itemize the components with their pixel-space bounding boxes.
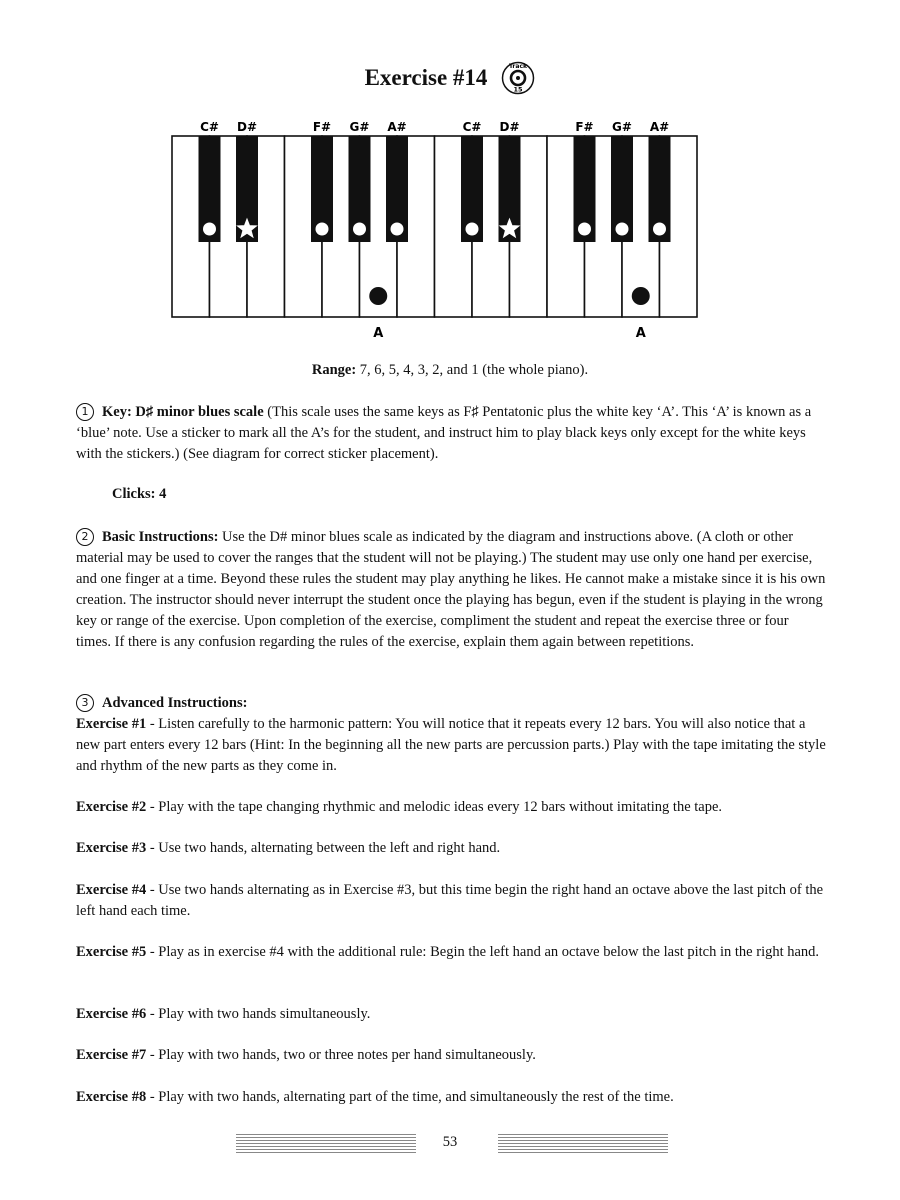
white-key-label: A: [635, 326, 646, 341]
exercise-label: Exercise #7: [76, 1047, 147, 1063]
page-title: Exercise #14: [364, 65, 488, 90]
footer-rule-left: [236, 1134, 416, 1154]
scale-dot-marker: [203, 223, 216, 236]
sharp-key-label: C#: [200, 120, 219, 134]
sharp-key-label: D#: [236, 120, 258, 134]
exercise-label: Exercise #1: [76, 716, 147, 732]
exercise-text: - Use two hands, alternating between the left and right hand.: [146, 840, 501, 856]
exercise-text: - Listen carefully to the harmonic pattern: You will notice that it repeats every 12 bars. You will also notice that a new part enters every 12 bars (Hint: In the beginning all the new parts are percussion parts.) Play with the tape imitating the style and rhythm of the new parts as they come in.: [76, 716, 826, 774]
page-footer: [0, 1130, 900, 1160]
exercise-text: - Play with two hands, two or three notes per hand simultaneously.: [146, 1047, 536, 1063]
exercise-text: - Play with two hands simultaneously.: [146, 1006, 371, 1022]
sharp-key-label: C#: [462, 120, 482, 134]
exercise-label: Exercise #8: [76, 1089, 147, 1105]
exercise-label: Exercise #4: [76, 882, 147, 898]
exercise-text: - Play with two hands, alternating part of the time, and simultaneously the rest of the time.: [146, 1089, 674, 1105]
scale-dot-marker: [653, 223, 666, 236]
advanced-heading: [76, 693, 826, 714]
key-text: (This scale uses the same keys as F♯ Pentatonic plus the white key ‘A’. This ‘A’ is known as a ‘blue’ note. Use a sticker to mark all the A’s for the student, and instruct him to play black keys only except for the white keys with the stickers.) (See diagram for correct sticker placement).: [76, 404, 812, 462]
basic-label: Basic Instructions:: [102, 529, 219, 545]
track-cd-icon: [501, 56, 535, 100]
key-paragraph: [76, 402, 826, 465]
exercise-item: [76, 838, 826, 859]
sharp-key-label: D#: [499, 120, 520, 134]
scale-dot-marker: [578, 223, 591, 236]
sticker-dot-marker: [369, 287, 387, 305]
step-2-marker: 2: [76, 528, 94, 546]
clicks-label: Clicks: 4: [112, 486, 167, 502]
sharp-key-label: F#: [575, 120, 594, 134]
exercise-label: Exercise #5: [76, 944, 147, 960]
piano-keyboard-diagram: [170, 112, 730, 342]
track-number: 15: [513, 85, 523, 94]
footer-rule-right: [498, 1134, 668, 1154]
sticker-dot-marker: [632, 287, 650, 305]
range-label: Range:: [311, 362, 357, 378]
sharp-key-label: A#: [387, 120, 407, 134]
exercise-item: [76, 797, 826, 818]
step-1-marker: 1: [76, 403, 94, 421]
sharp-key-label: F#: [312, 120, 332, 134]
range-text: 7, 6, 5, 4, 3, 2, and 1 (the whole piano).: [356, 362, 589, 378]
scale-dot-marker: [316, 223, 329, 236]
basic-text: Use the D# minor blues scale as indicated by the diagram and instructions above. (A cloth or other material may be used to cover the ranges that the student will not be playing.) The student may use only one hand per exercise, and one finger at a time. Beyond these rules the student may play anything he likes. He cannot make a mistake since it is his own creation. The instructor should never interrupt the student once the playing has begun, even if the student is playing in the wrong key or range of the exercise. Upon completion of the exercise, compliment the student and repeat the exercise three or four times. If there is any confusion regarding the rules of the exercise, explain them again between repetitions.: [76, 529, 826, 650]
step-3-marker: 3: [76, 694, 94, 712]
sharp-key-label: G#: [349, 120, 370, 134]
track-label: Track: [509, 63, 528, 70]
exercise-text: - Use two hands alternating as in Exercise #3, but this time begin the right hand an octave above the last pitch of the left hand each time.: [76, 882, 824, 919]
exercise-item: [76, 942, 826, 963]
range-line: [0, 362, 900, 379]
key-label: Key: D♯ minor blues scale: [102, 404, 264, 420]
scale-dot-marker: [616, 223, 629, 236]
exercise-item: [76, 1087, 826, 1108]
exercise-text: - Play with the tape changing rhythmic and melodic ideas every 12 bars without imitating the tape.: [146, 799, 723, 815]
sharp-key-label: G#: [612, 120, 632, 134]
exercise-label: Exercise #3: [76, 840, 147, 856]
basic-instructions-paragraph: [76, 527, 826, 653]
sharp-key-label: A#: [649, 120, 670, 134]
exercise-item: [76, 1004, 826, 1025]
title-row: [0, 56, 900, 100]
exercise-label: Exercise #6: [76, 1006, 147, 1022]
exercise-text: - Play as in exercise #4 with the additional rule: Begin the left hand an octave below the last pitch in the right hand.: [146, 944, 820, 960]
exercise-item: [76, 1045, 826, 1066]
page-number: 53: [442, 1134, 458, 1150]
scale-dot-marker: [466, 223, 479, 236]
keyboard-svg: [170, 112, 730, 342]
exercise-label: Exercise #2: [76, 799, 147, 815]
exercise-item: [76, 880, 826, 922]
scale-dot-marker: [353, 223, 366, 236]
white-key-label: A: [373, 326, 384, 341]
exercise-item: [76, 714, 826, 777]
advanced-label: Advanced Instructions:: [102, 695, 248, 711]
scale-dot-marker: [391, 223, 404, 236]
